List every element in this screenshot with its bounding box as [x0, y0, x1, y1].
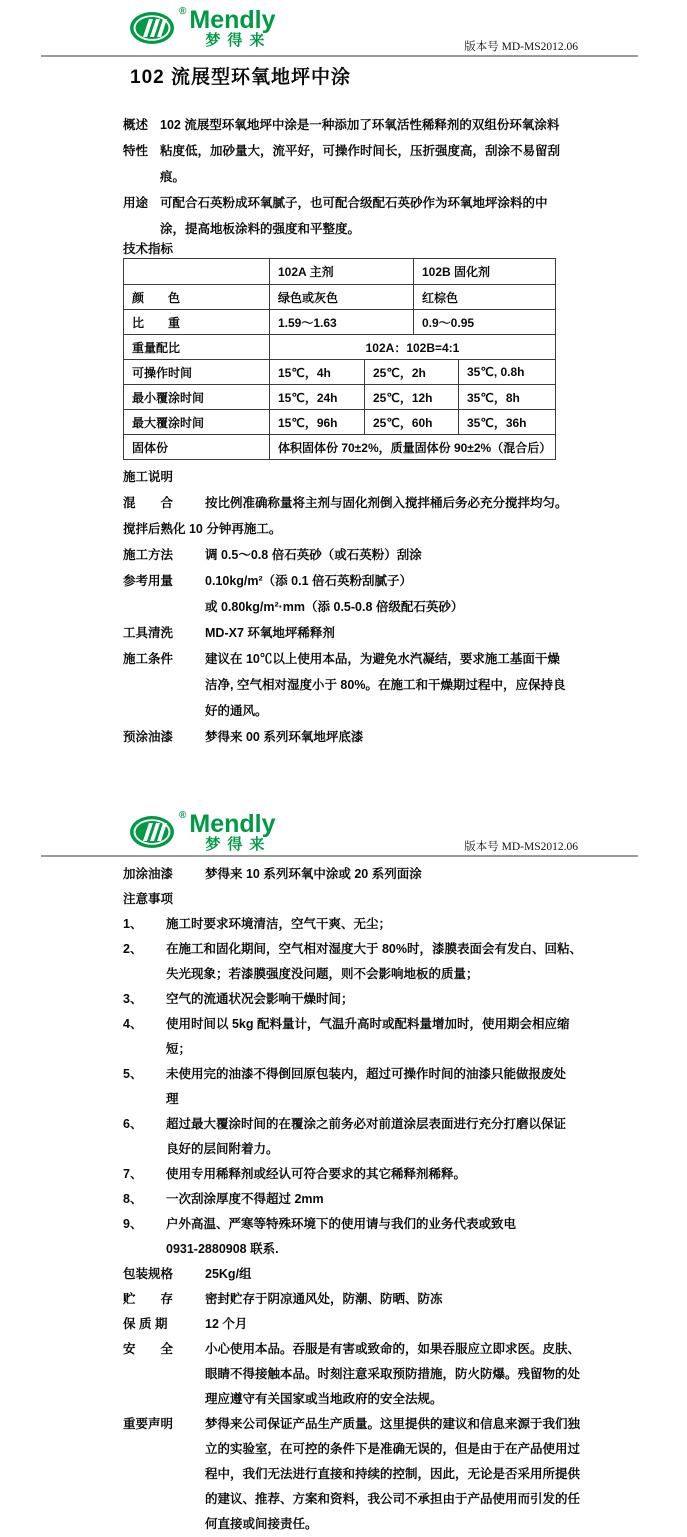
header-divider: [41, 55, 638, 57]
table-row: [124, 334, 555, 359]
table-row: [124, 359, 555, 384]
note-item-2: [123, 937, 582, 987]
note-line: 未使用完的油漆不得倒回原包装内，超过可操作时间的油漆只能做报废处: [166, 1067, 567, 1081]
note-item-8: [123, 1187, 563, 1212]
note-number: 7、: [123, 1167, 143, 1181]
solids-value: 体积固体份 70±2%，质量固体份 90±2%（混合后）: [269, 435, 555, 459]
method-line: 调 0.5～0.8 倍石英砂（或石英粉）刮涂: [205, 548, 422, 562]
method-item: [123, 542, 563, 568]
gravity-main: 1.59～1.63: [269, 310, 413, 334]
note-item-6: [123, 1112, 567, 1162]
intro-features: [123, 138, 563, 190]
note-item-1: [123, 912, 563, 937]
note-line: 户外高温、严寒等特殊环境下的使用请与我们的业务代表或致电: [166, 1217, 517, 1231]
intro-features-line: 粘度低，加砂量大，流平好，可操作时间长，压折强度高，刮涂不易留刮: [160, 144, 561, 158]
mendly-ellipse-mark-icon: [128, 812, 178, 850]
row-label-min-recoat: 最小覆涂时间: [132, 390, 205, 405]
method-label: 施工方法: [123, 548, 174, 562]
mixing-label: 混 合: [123, 496, 174, 510]
note-item-3: [123, 987, 563, 1012]
pot-life-15c: 15℃，4h: [269, 360, 364, 384]
conditions-label: 施工条件: [123, 652, 174, 666]
safety-label: 安 全: [123, 1342, 174, 1356]
max-recoat-15c: 15℃，96h: [269, 410, 364, 434]
row-label-max-recoat: 最大覆涂时间: [132, 415, 205, 430]
cleaning-line: MD-X7 环氧地坪稀释剂: [205, 626, 335, 640]
note-number: 8、: [123, 1192, 143, 1206]
table-header-main-agent: 102A 主剂: [269, 259, 413, 284]
max-recoat-25c: 25℃，60h: [364, 410, 458, 434]
pack-label: 包装规格: [123, 1267, 174, 1281]
tech-spec-heading: 技术指标: [123, 242, 174, 256]
disclaimer-label: 重要声明: [123, 1417, 174, 1431]
storage-item: [123, 1287, 563, 1312]
registered-trademark-icon: ®: [179, 6, 187, 17]
note-item-9: [123, 1212, 563, 1262]
note-line: 在施工和固化期间，空气相对湿度大于 80%时，漆膜表面会有发白、回粘、: [166, 942, 582, 956]
registered-trademark-icon: ®: [179, 810, 187, 821]
note-line: 施工时要求环境清洁，空气干爽、无尘；: [166, 917, 392, 931]
topcoat-item: [123, 862, 563, 887]
row-label-gravity: 比 重: [132, 315, 181, 330]
pot-life-25c: 25℃，2h: [364, 360, 458, 384]
mixing-line-flush: 搅拌后熟化 10 分钟再施工。: [123, 522, 282, 536]
note-number: 1、: [123, 917, 143, 931]
page-title: 102 流展型环氧地坪中涂: [130, 67, 351, 88]
intro-overview-line: 102 流展型环氧地坪中涂是一种添加了环氧活性稀释剂的双组份环氧涂料: [160, 118, 560, 132]
shelf-life-item: [123, 1312, 563, 1337]
note-number: 5、: [123, 1067, 143, 1081]
note-line: 空气的流通状况会影响干燥时间；: [166, 992, 354, 1006]
disclaimer-line: 梦得来公司保证产品生产质量。这里提供的建议和信息来源于我们独: [205, 1417, 581, 1431]
brand-logo: [128, 8, 276, 49]
max-recoat-35c: 35℃，36h: [458, 410, 555, 434]
table-row: [124, 384, 555, 409]
disclaimer-item: [123, 1412, 581, 1537]
note-line: 0931-2880908 联系.: [166, 1242, 279, 1256]
safety-line: 眼睛不得接触本品。时刻注意采取预防措施，防火防爆。残留物的处: [205, 1367, 581, 1381]
disclaimer-line: 何直接或间接责任。: [205, 1517, 318, 1531]
conditions-item: [123, 646, 566, 724]
min-recoat-25c: 25℃，12h: [364, 385, 458, 409]
ratio-value: 102A：102B=4:1: [269, 335, 555, 359]
note-line: 理: [166, 1092, 179, 1106]
conditions-line: 好的通风。: [205, 704, 268, 718]
intro-uses-line: 可配合石英粉成环氧腻子，也可配合级配石英砂作为环氧地坪涂料的中: [160, 196, 548, 210]
note-line: 超过最大覆涂时间的在覆涂之前务必对前道涂层表面进行充分打磨以保证: [166, 1117, 567, 1131]
storage-label: 贮 存: [123, 1292, 174, 1306]
pot-life-35c: 35℃, 0.8h: [458, 360, 555, 384]
conditions-line: 建议在 10℃以上使用本品，为避免水汽凝结，要求施工基面干燥: [205, 652, 560, 666]
brand-name-cn: 梦得来: [205, 836, 272, 853]
usage-line: 或 0.80kg/m²·mm（添 0.5-0.8 倍级配石英砂）: [205, 600, 464, 614]
safety-item: [123, 1337, 581, 1412]
table-row: [124, 309, 555, 334]
tech-spec-table: [123, 258, 556, 460]
mixing-item: [123, 490, 568, 516]
intro-features-label: 特性: [123, 144, 149, 158]
intro-features-line: 痕。: [160, 170, 186, 184]
table-row: [124, 434, 555, 459]
pack-item: [123, 1262, 563, 1287]
usage-label: 参考用量: [123, 574, 174, 588]
row-label-ratio: 重量配比: [132, 340, 181, 355]
mendly-ellipse-mark-icon: [128, 8, 178, 46]
color-main: 绿色或灰色: [269, 285, 413, 309]
note-number: 3、: [123, 992, 143, 1006]
page2-content: [123, 862, 582, 1537]
color-hardener: 红棕色: [413, 285, 555, 309]
intro-uses-line: 涂，提高地板涂料的强度和平整度。: [160, 222, 361, 236]
brand-logo: [128, 812, 276, 853]
conditions-line: 洁净, 空气相对湿度小于 80%。在施工和干燥期过程中，应保持良: [205, 678, 566, 692]
note-item-7: [123, 1162, 563, 1187]
row-label-color: 颜 色: [132, 290, 181, 305]
safety-line: 小心使用本品。吞服是有害或致命的，如果吞服应立即求医。皮肤、: [205, 1342, 581, 1356]
intro-uses-label: 用途: [123, 196, 149, 210]
storage-line: 密封贮存于阴凉通风处，防潮、防晒、防冻: [205, 1292, 443, 1306]
usage-line: 0.10kg/m²（添 0.1 倍石英粉刮腻子）: [205, 574, 412, 588]
note-item-4: [123, 1012, 570, 1062]
topcoat-label: 加涂油漆: [123, 867, 174, 881]
row-label-solids: 固体份: [132, 440, 169, 455]
version-label: 版本号 MD-MS2012.06: [464, 841, 578, 853]
note-number: 6、: [123, 1117, 143, 1131]
disclaimer-line: 程中，我们无法进行直接和持续的控制，因此，无论是否采用所提供: [205, 1467, 581, 1481]
cleaning-label: 工具清洗: [123, 626, 174, 640]
table-row: [124, 409, 555, 434]
note-number: 2、: [123, 942, 143, 956]
gravity-hardener: 0.9～0.95: [413, 310, 555, 334]
brand-name-en: Mendly: [189, 6, 276, 34]
min-recoat-35c: 35℃，8h: [458, 385, 555, 409]
brand-name-en: Mendly: [189, 810, 276, 838]
disclaimer-line: 的建议、推荐、方案和资料，我公司不承担由于产品使用而引发的任: [205, 1492, 581, 1506]
table-corner-cell: [124, 259, 269, 284]
note-number: 9、: [123, 1217, 143, 1231]
usage-item: [123, 568, 563, 620]
intro-uses: [123, 190, 563, 242]
min-recoat-15c: 15℃，24h: [269, 385, 364, 409]
topcoat-line: 梦得来 10 系列环氧中涂或 20 系列面涂: [205, 867, 422, 881]
notes-heading: 注意事项: [123, 892, 174, 906]
note-line: 良好的层间附着力。: [166, 1142, 279, 1156]
mixing-line: 按比例准确称量将主剂与固化剂倒入搅拌桶后务必充分搅拌均匀。: [205, 496, 568, 510]
intro-overview-label: 概述: [123, 118, 149, 132]
construction-heading: 施工说明: [123, 470, 174, 484]
row-label-pot-life: 可操作时间: [132, 365, 193, 380]
version-label: 版本号 MD-MS2012.06: [464, 41, 578, 53]
table-row: [124, 284, 555, 309]
safety-line: 理应遵守有关国家或当地政府的安全法规。: [205, 1392, 443, 1406]
brand-name-cn: 梦得来: [205, 32, 272, 49]
cleaning-item: [123, 620, 563, 646]
shelf-life-line: 12 个月: [205, 1317, 248, 1331]
shelf-life-label: 保 质 期: [123, 1317, 168, 1331]
header-divider: [41, 855, 638, 857]
primer-item: [123, 724, 563, 750]
disclaimer-line: 立的实验室，在可控的条件下是准确无误的，但是由于在产品使用过: [205, 1442, 581, 1456]
note-number: 4、: [123, 1017, 143, 1031]
intro-section: [123, 112, 563, 242]
primer-line: 梦得来 00 系列环氧地坪底漆: [205, 730, 364, 744]
pack-line: 25Kg/组: [205, 1267, 252, 1281]
table-header-hardener: 102B 固化剂: [413, 259, 555, 284]
table-row: [124, 259, 555, 284]
note-line: 使用专用稀释剂或经认可符合要求的其它稀释剂稀释。: [166, 1167, 467, 1181]
primer-label: 预涂油漆: [123, 730, 174, 744]
note-line: 一次刮涂厚度不得超过 2mm: [166, 1192, 324, 1206]
note-line: 短；: [166, 1042, 192, 1056]
intro-overview: [123, 112, 563, 138]
note-line: 失光现象；若漆膜强度没问题，则不会影响地板的质量；: [166, 967, 479, 981]
note-line: 使用时间以 5kg 配料量计，气温升高时或配料量增加时，使用期会相应缩: [166, 1017, 570, 1031]
note-item-5: [123, 1062, 567, 1112]
construction-section: [123, 464, 568, 750]
